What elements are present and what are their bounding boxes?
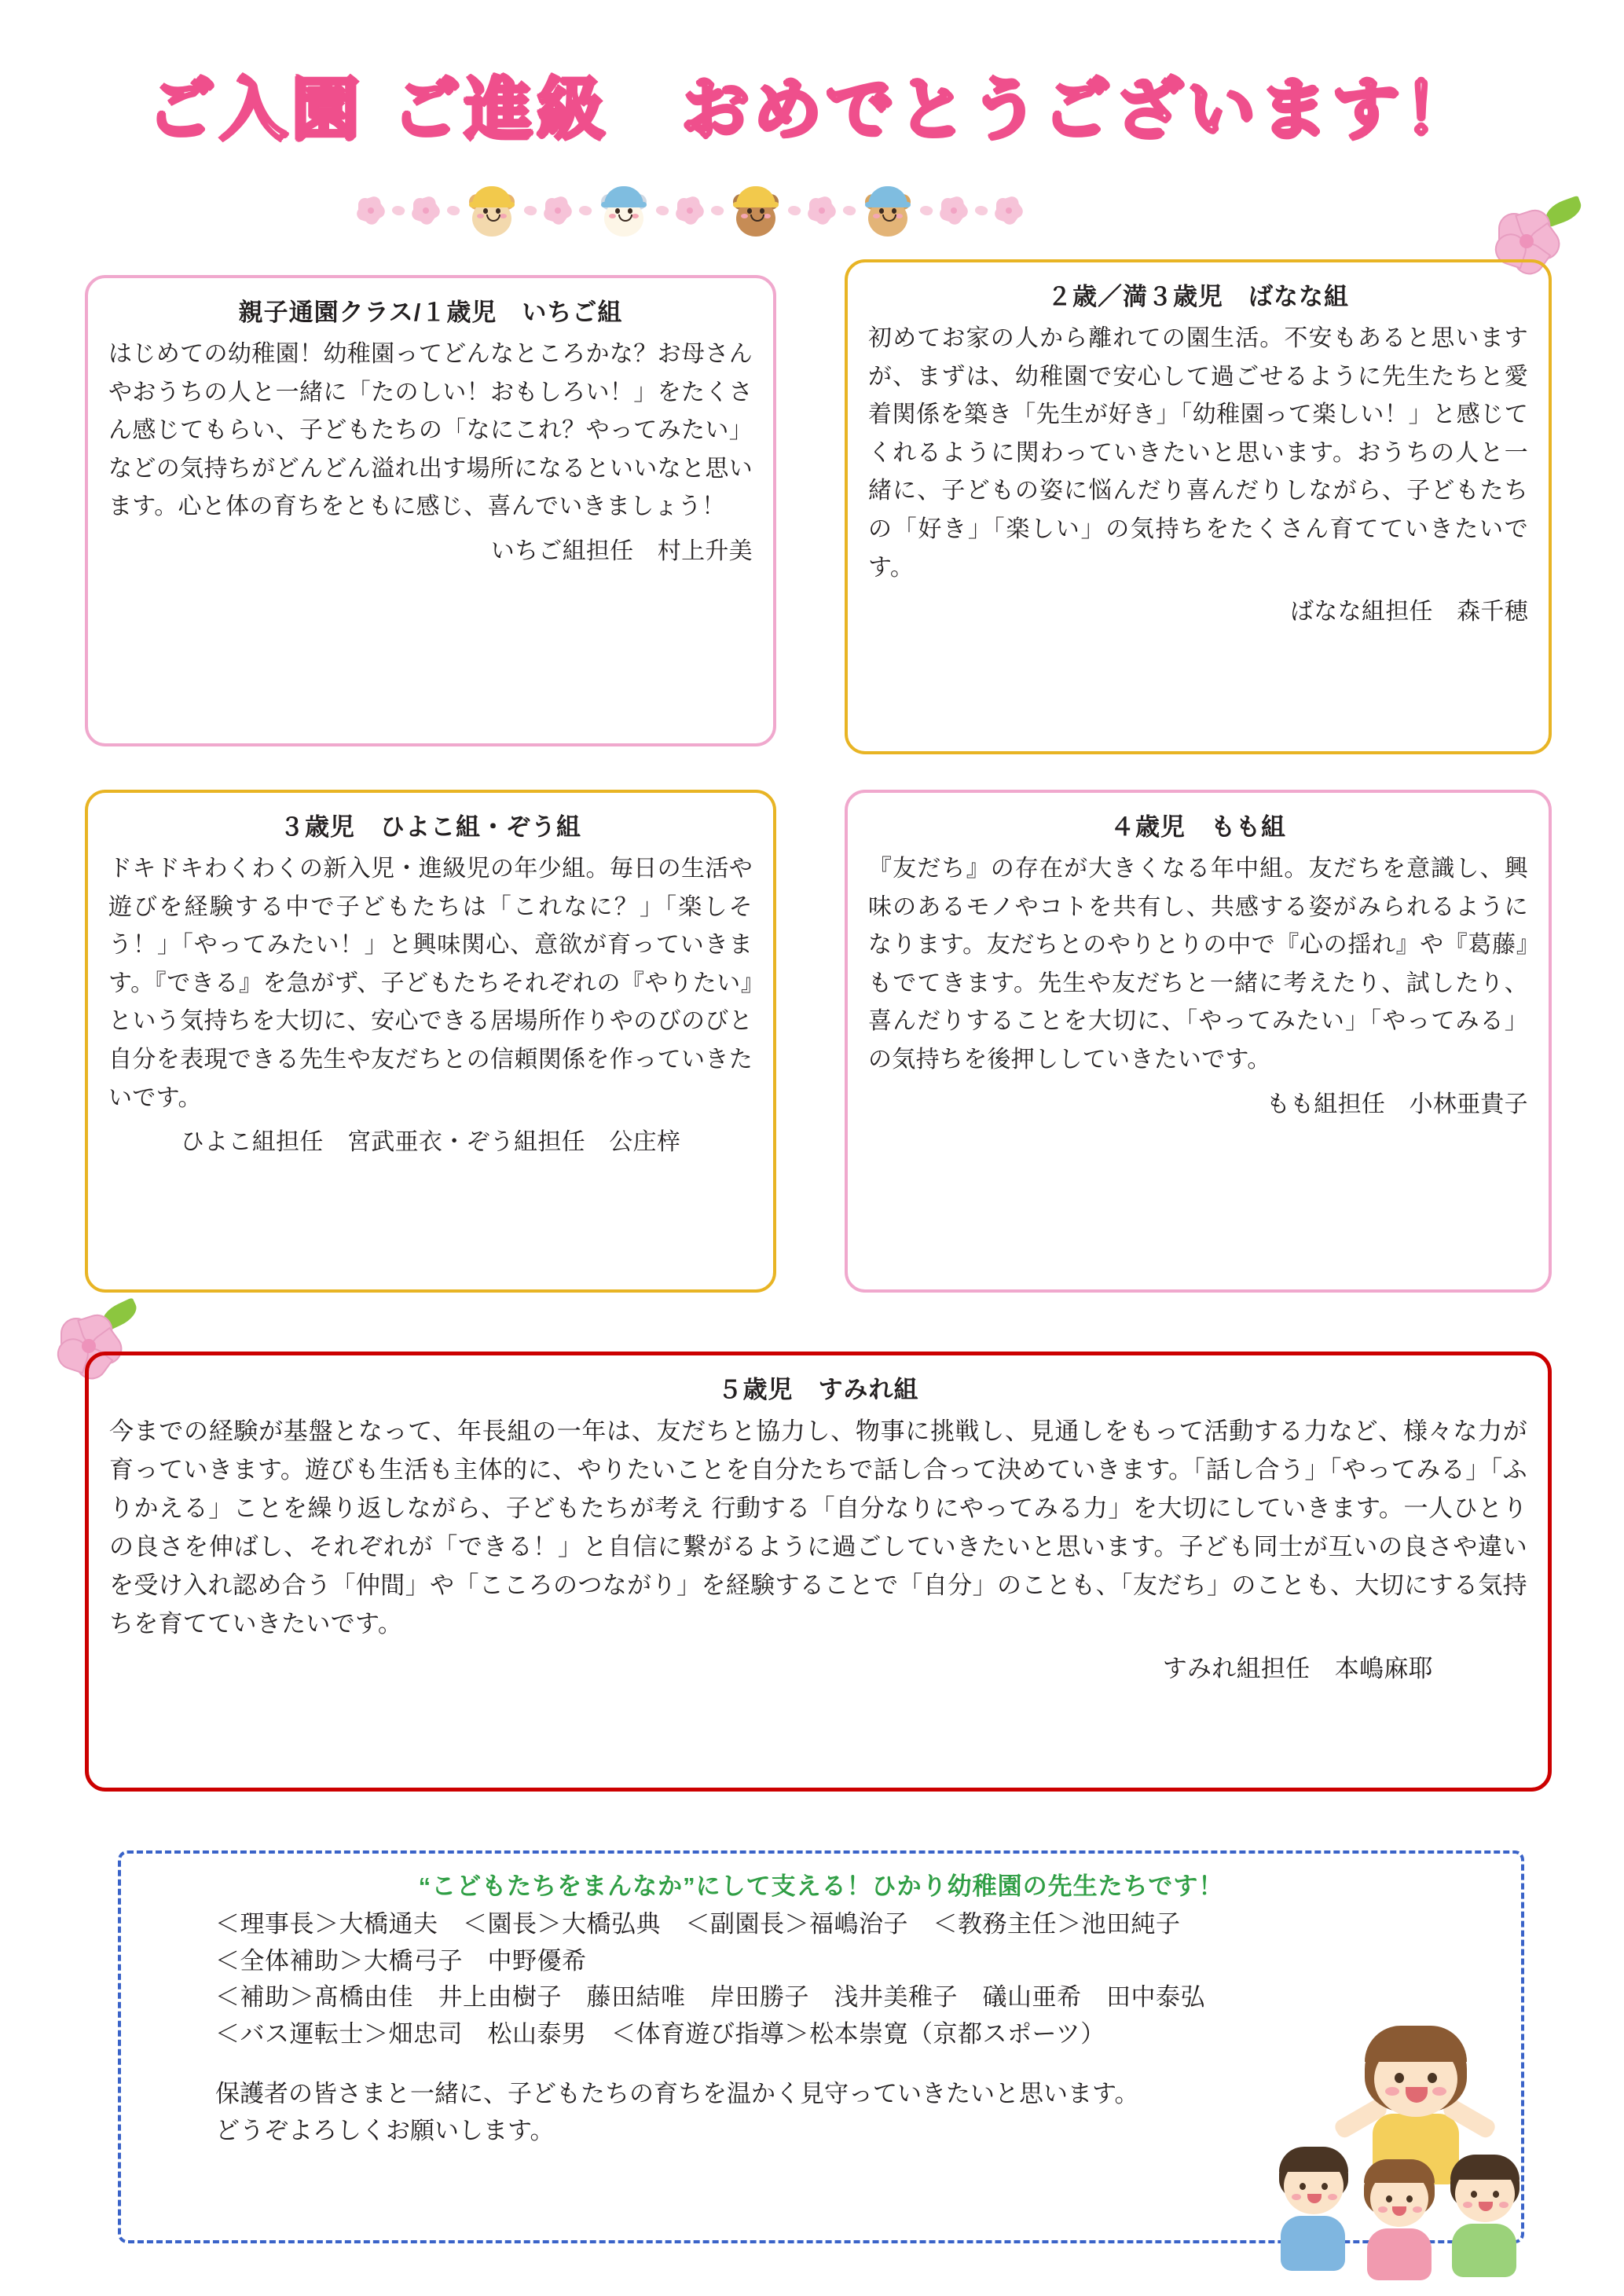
petal-icon	[710, 204, 725, 217]
class-body: 今までの経験が基盤となって、年長組の一年は、友だちと協力し、物事に挑戦し、見通しをもって活動する力など、様々な力が育っていきます。遊びも生活も主体的に、やりたいことを自分たちで話し合って決めていきます。「話し合う」「やってみる」「ふりかえる」ことを繰り返しながら、子どもたちが考え 行動する「自分なりにやってみる力」を大切にしていきます。一人ひとりの良さを伸ばし、それぞれが「できる！」と自信に繋がるように過ごしていきたいと思います。子ども同士が互いの良さや違いを受け入れ認め合う「仲間」や「こころのつながり」を経験することで「自分」のことも、「友だち」のことも、大切にする気持ちを育てていきたいです。	[109, 1418, 1527, 1638]
class-card-hiyoko	[85, 790, 776, 1293]
class-heading: ５歳児 すみれ組	[717, 1376, 919, 1403]
sakura-icon	[412, 197, 439, 224]
child-figure-girl-middle	[1353, 2153, 1447, 2271]
teacher-line: ＜補助＞髙橋由佳 井上由樹子 藤田結唯 岸田勝子 浅井美稚子 礒山亜希 田中泰弘	[215, 1983, 1205, 2011]
page-title: ご入園 ご進級 おめでとうございます！	[147, 71, 1477, 149]
teacher-list-title: “こどもたちをまんなか”にして支える！ひかり幼稚園の先生たちです！	[418, 1872, 1224, 1900]
child-figure-boy-right	[1438, 2147, 1532, 2268]
class-signature: ひよこ組担任 宮武亜衣・ぞう組担任 公庄梓	[180, 1129, 681, 1156]
class-body: 初めてお家の人から離れての園生活。不安もあると思いますが、まずは、幼稚園で安心して過ごせるように先生たちと愛着関係を築き「先生が好き」「幼稚園って楽しい！」と感じてくれるように関わっていきたいと思います。おうちの人と一緒に、子どもの姿に悩んだり喜んだりしながら、子どもたちの「好き」「楽しい」の気持ちをたくさん育てていきたいです。	[868, 325, 1528, 581]
class-heading: ３歳児 ひよこ組・ぞう組	[280, 813, 581, 841]
class-heading: ４歳児 もも組	[1110, 813, 1286, 841]
petal-icon	[919, 204, 934, 217]
class-signature: いちご組担任 村上升美	[490, 537, 753, 564]
class-body: 『友だち』の存在が大きくなる年中組。友だちを意識し、興味のあるモノやコトを共有し、共感する姿がみられるようになります。友だちとのやりとりの中で『心の揺れ』や『葛藤』もでてきます。先生や友だちと一緒に考えたり、試したり、喜んだりすることを大切に、「やってみたい」「やってみる」の気持ちを後押ししていきたいです。	[868, 856, 1528, 1073]
class-signature: ばなな組担任 森千穂	[1290, 599, 1528, 625]
bear-blue-hat-face-icon	[863, 185, 912, 237]
teacher-line: ＜全体補助＞大橋弓子 中野優希	[215, 1946, 587, 1975]
class-body: はじめての幼稚園！幼稚園ってどんなところかな？お母さんやおうちの人と一緒に「たのしい！おもしろい！」をたくさん感じてもらい、子どもたちの「なにこれ？やってみたい」などの気持ちがどんどん溢れ出す場所になるといいなと思います。心と体の育ちをともに感じ、喜んでいきましょう！	[108, 341, 753, 520]
children-illustration	[1267, 2021, 1549, 2265]
class-signature: すみれ組担任 本嶋麻耶	[1162, 1654, 1433, 1682]
petal-icon	[842, 204, 857, 217]
petal-icon	[523, 204, 538, 217]
class-body: ドキドキわくわくの新入児・進級児の年少組。毎日の生活や遊びを経験する中で子どもたちは「これなに？」「楽しそう！」「やってみたい！」と興味関心、意欲が育っていきます。『できる』を急がず、子どもたちそれぞれの『やりたい』という気持ちを大切に、安心できる居場所作りやのびのびと自分を表現できる先生や友だちとの信頼関係を作っていきたいです。	[108, 856, 753, 1111]
petal-icon	[391, 204, 406, 217]
cat-face-icon	[599, 185, 648, 237]
brown-bear-face-icon	[731, 185, 780, 237]
teacher-footer-line: 保護者の皆さまと一緒に、子どもたちの育ちを温かく見守っていきたいと思います。	[215, 2080, 1139, 2107]
class-card-sumire	[85, 1352, 1552, 1792]
teacher-footer-line: どうぞよろしくお願いします。	[215, 2116, 555, 2144]
petal-icon	[974, 204, 989, 217]
class-card-ichigo	[85, 275, 776, 746]
petal-icon	[787, 204, 802, 217]
class-card-banana	[845, 259, 1552, 754]
class-heading: ２歳／満３歳児 ばなな組	[1047, 283, 1349, 310]
bear-face-icon	[467, 185, 516, 237]
class-signature: もも組担任 小林亜貴子	[1266, 1091, 1528, 1117]
petal-icon	[655, 204, 670, 217]
sakura-icon	[808, 197, 835, 224]
class-heading: 親子通園クラス/１歳児 いちご組	[238, 299, 623, 326]
teacher-line: ＜バス運転士＞畑忠司 松山泰男 ＜体育遊び指導＞松本崇寛（京都スポーツ）	[215, 2019, 1105, 2048]
teacher-line: ＜理事長＞大橋通夫 ＜園長＞大橋弘典 ＜副園長＞福嶋治子 ＜教務主任＞池田純子	[215, 1910, 1181, 1938]
petal-icon	[446, 204, 461, 217]
decorative-band	[357, 179, 1285, 242]
sakura-icon	[676, 197, 703, 224]
sakura-icon	[995, 197, 1022, 224]
sakura-icon	[544, 197, 571, 224]
child-figure-boy-left	[1267, 2139, 1361, 2265]
sakura-icon	[940, 197, 967, 224]
sakura-icon	[357, 197, 384, 224]
class-card-momo	[845, 790, 1552, 1293]
petal-icon	[578, 204, 593, 217]
